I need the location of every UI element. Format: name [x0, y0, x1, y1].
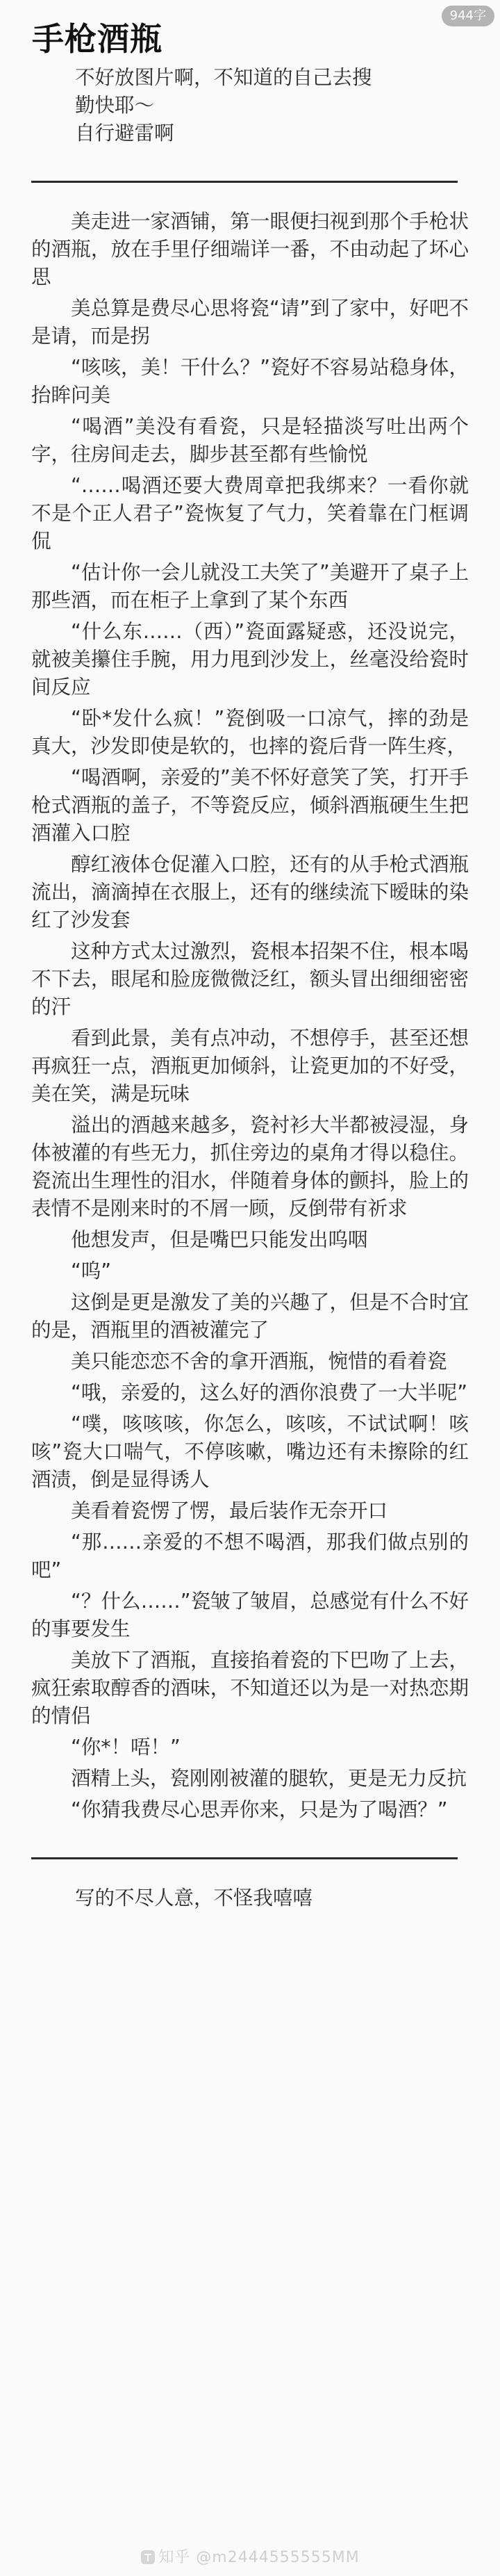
story-paragraph: “呜”	[71, 1260, 112, 1282]
story-paragraph: 美总算是费尽心思将瓷“请”到了家中，好吧不是请，而是拐	[31, 297, 469, 348]
story-paragraph: “……喝酒还要大费周章把我绑来？一看你就不是个正人君子”瓷恢复了气力，笑着靠在门框调侃	[31, 474, 469, 553]
section-divider	[31, 181, 458, 183]
author-afterword	[31, 1884, 469, 1912]
story-paragraph: “什么东……（西）”瓷面露疑惑，还没说完，就被美攥住手腕，用力甩到沙发上，丝毫没给瓷时间反应	[31, 620, 469, 699]
story-paragraph: “估计你一会儿就没工夫笑了”美避开了桌子上那些酒，而在柜子上拿到了某个东西	[31, 561, 469, 612]
story-paragraph: 美只能恋恋不舍的拿开酒瓶，惋惜的看着瓷	[71, 1350, 447, 1373]
story-paragraph: 看到此景，美有点冲动，不想停手，甚至还想再疯狂一点，酒瓶更加倾斜，让瓷更加的不好受，美在笑，满是玩味	[31, 1027, 469, 1105]
story-paragraph: “喝酒啊，亲爱的”美不怀好意笑了笑，打开手枪式酒瓶的盖子，不等瓷反应，倾斜酒瓶硬生生把酒灌入口腔	[31, 766, 469, 845]
story-paragraph: “噗，咳咳咳，你怎么，咳咳，不试试啊！咳咳”瓷大口喘气，不停咳嗽，嘴边还有未擦除的红酒渍，倒是显得诱人	[31, 1412, 469, 1491]
page-title: 手枪酒瓶	[32, 20, 162, 58]
story-paragraph: “？什么……”瓷皱了皱眉，总感觉有什么不好的事要发生	[31, 1590, 469, 1640]
zhihu-logo-icon	[140, 2550, 156, 2569]
author-preface	[31, 64, 469, 147]
story-paragraph: “哦，亲爱的，这么好的酒你浪费了一大半呢”	[71, 1381, 468, 1404]
preface-line: 不好放图片啊，不知道的自己去搜	[75, 66, 372, 89]
afterword-line: 写的不尽人意，不怪我嘻嘻	[75, 1886, 313, 1909]
article-body	[31, 64, 469, 1912]
story-paragraph: 醇红液体仓促灌入口腔，还有的从手枪式酒瓶流出，滴滴掉在衣服上，还有的继续流下暧昧的染红了沙发套	[31, 853, 469, 931]
story-paragraph: “咳咳，美！干什么？”瓷好不容易站稳身体，抬眸问美	[31, 356, 469, 407]
article-header	[0, 0, 500, 64]
preface-line: 自行避雷啊	[75, 122, 174, 145]
watermark-text: 知乎 @m2444555555MM	[158, 2549, 360, 2566]
watermark	[0, 2545, 500, 2569]
preface-line: 勤快耶～	[75, 94, 155, 117]
story-paragraph: 美走进一家酒铺，第一眼便扫视到那个手枪状的酒瓶，放在手里仔细端详一番，不由动起了坏心思	[31, 210, 469, 288]
story-text	[31, 208, 469, 1824]
story-paragraph: “你*！唔！”	[71, 1736, 181, 1759]
story-paragraph: “喝酒”美没有看瓷，只是轻描淡写吐出两个字，往房间走去，脚步甚至都有些愉悦	[31, 415, 469, 466]
story-paragraph: 美放下了酒瓶，直接掐着瓷的下巴吻了上去，疯狂索取醇香的酒味，不知道还以为是一对热恋期的情侣	[31, 1649, 469, 1727]
story-paragraph: 酒精上头，瓷刚刚被灌的腿软，更是无力反抗	[71, 1767, 467, 1790]
story-paragraph: 这种方式太过激烈，瓷根本招架不住，根本喝不下去，眼尾和脸庞微微泛红，额头冒出细细密密的汗	[31, 940, 469, 1018]
story-paragraph: 美看着瓷愣了愣，最后装作无奈开口	[71, 1499, 388, 1522]
section-divider	[31, 1857, 458, 1859]
story-paragraph: 这倒是更是激发了美的兴趣了，但是不合时宜的是，酒瓶里的酒被灌完了	[31, 1291, 469, 1342]
story-paragraph: “那……亲爱的不想不喝酒，那我们做点别的吧”	[31, 1531, 469, 1581]
word-count-badge: 944字	[442, 6, 494, 26]
story-paragraph: “卧*发什么疯！”瓷倒吸一口凉气，摔的劲是真大，沙发即使是软的，也摔的瓷后背一阵生疼，	[31, 707, 469, 758]
story-paragraph: “你猜我费尽心思弄你来，只是为了喝酒？”	[71, 1798, 448, 1821]
story-paragraph: 溢出的酒越来越多，瓷衬衫大半都被浸湿，身体被灌的有些无力，抓住旁边的桌角才得以稳住。瓷流出生理性的泪水，伴随着身体的颤抖，脸上的表情不是刚来时的不屑一顾，反倒带有祈求	[31, 1114, 469, 1220]
story-paragraph: 他想发声，但是嘴巴只能发出呜咽	[71, 1228, 368, 1251]
